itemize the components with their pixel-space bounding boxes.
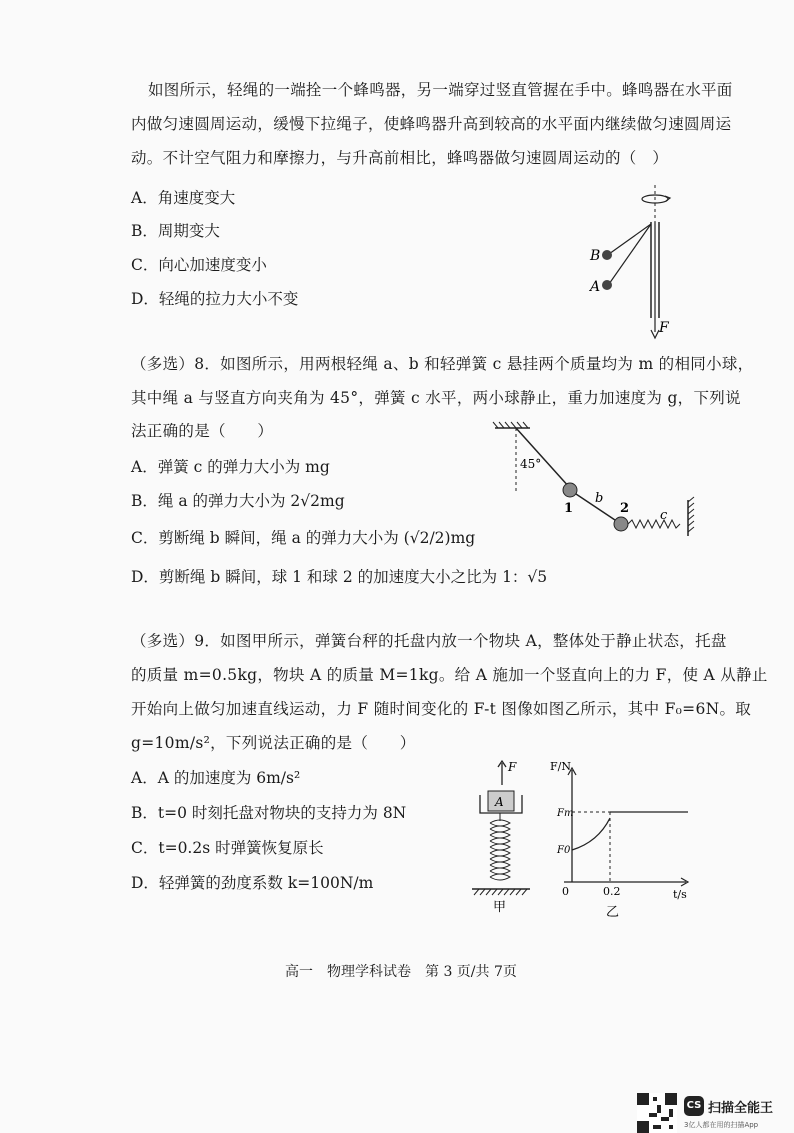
q7-buzzer-figure xyxy=(585,180,705,340)
q8-option-b: B．绳 a 的弹力大小为 2√2mg xyxy=(131,492,345,510)
f0-label: F0 xyxy=(557,845,571,856)
rope-b-label: b xyxy=(595,491,604,506)
q9-line-2: 的质量 m=0.5kg，物块 A 的质量 M=1kg。给 A 施加一个竖直向上的力 F，使 A 从静止 xyxy=(131,666,768,684)
q9-line-3: 开始向上做匀加速直线运动，力 F 随时间变化的 F-t 图像如图乙所示，其中 F₀=6N。取 xyxy=(131,700,752,718)
scanner-tagline: 3亿人都在用的扫描App xyxy=(684,1121,759,1129)
q7-line-3: 动。不计空气阻力和摩擦力，与升高前相比，蜂鸣器做匀速圆周运动的（ ） xyxy=(131,149,669,167)
page-footer: 高一 物理学科试卷 第 3 页/共 7页 xyxy=(285,964,517,980)
q7-option-d: D．轻绳的拉力大小不变 xyxy=(131,290,299,308)
q9-line-1: （多选）9．如图甲所示，弹簧台秤的托盘内放一个物块 A，整体处于静止状态，托盘 xyxy=(131,632,727,650)
tick-label: 0.2 xyxy=(603,885,621,898)
origin-label: 0 xyxy=(562,885,569,898)
x-axis-label: t/s xyxy=(673,888,687,901)
y-axis-label: F/N xyxy=(550,760,571,773)
q8-option-c: C．剪断绳 b 瞬间，绳 a 的弹力大小为 (√2/2)mg xyxy=(131,529,476,547)
ft-curve xyxy=(572,818,610,850)
scanner-name: 扫描全能王 xyxy=(708,1101,774,1116)
q9-option-b: B．t=0 时刻托盘对物块的支持力为 8N xyxy=(131,804,407,822)
ball-2 xyxy=(614,517,628,531)
q9-figure-yi xyxy=(548,760,698,918)
q9-option-c: C．t=0.2s 时弹簧恢复原长 xyxy=(131,839,324,857)
qr-code-icon xyxy=(637,1093,677,1133)
q9-option-d: D．轻弹簧的劲度系数 k=100N/m xyxy=(131,874,374,892)
label-f: F xyxy=(659,320,669,336)
fm-label: Fm xyxy=(557,808,574,819)
q7-option-c: C．向心加速度变小 xyxy=(131,256,267,274)
q7-option-a: A．角速度变大 xyxy=(131,189,236,207)
angle-label: 45° xyxy=(520,457,542,471)
q8-line-3: 法正确的是（ ） xyxy=(131,422,274,440)
q8-option-a: A．弹簧 c 的弹力大小为 mg xyxy=(131,458,330,476)
q7-option-b: B．周期变大 xyxy=(131,222,220,240)
ball-2-label: 2 xyxy=(620,501,630,516)
q7-line-1: 如图所示，轻绳的一端拴一个蜂鸣器，另一端穿过竖直管握在手中。蜂鸣器在水平面 xyxy=(148,81,733,99)
q9-figure-jia xyxy=(460,755,540,915)
q8-figure xyxy=(490,418,710,548)
q7-line-2: 内做匀速圆周运动，缓慢下拉绳子，使蜂鸣器升高到较高的水平面内继续做匀速圆周运 xyxy=(131,115,732,133)
ball-1 xyxy=(563,483,577,497)
q9-line-4: g=10m/s²，下列说法正确的是（ ） xyxy=(131,734,416,752)
buzzer-b xyxy=(602,250,612,260)
spring-c-label: c xyxy=(660,508,668,523)
force-label: F xyxy=(508,760,517,774)
q8-option-d: D．剪断绳 b 瞬间，球 1 和球 2 的加速度大小之比为 1：√5 xyxy=(131,568,548,586)
caption-jia: 甲 xyxy=(493,900,507,915)
cs-logo-icon: CS xyxy=(684,1096,704,1116)
label-b: B xyxy=(590,248,601,264)
buzzer-a xyxy=(602,280,612,290)
q8-line-1: （多选）8．如图所示，用两根轻绳 a、b 和轻弹簧 c 悬挂两个质量均为 m 的相同小球， xyxy=(131,355,754,373)
ball-1-label: 1 xyxy=(564,501,574,516)
q9-option-a: A．A 的加速度为 6m/s² xyxy=(131,769,301,787)
q8-line-2: 其中绳 a 与竖直方向夹角为 45°，弹簧 c 水平，两小球静止，重力加速度为 g，下列说 xyxy=(131,389,741,407)
block-label: A xyxy=(495,795,504,809)
label-a: A xyxy=(590,279,601,295)
caption-yi: 乙 xyxy=(606,905,620,918)
